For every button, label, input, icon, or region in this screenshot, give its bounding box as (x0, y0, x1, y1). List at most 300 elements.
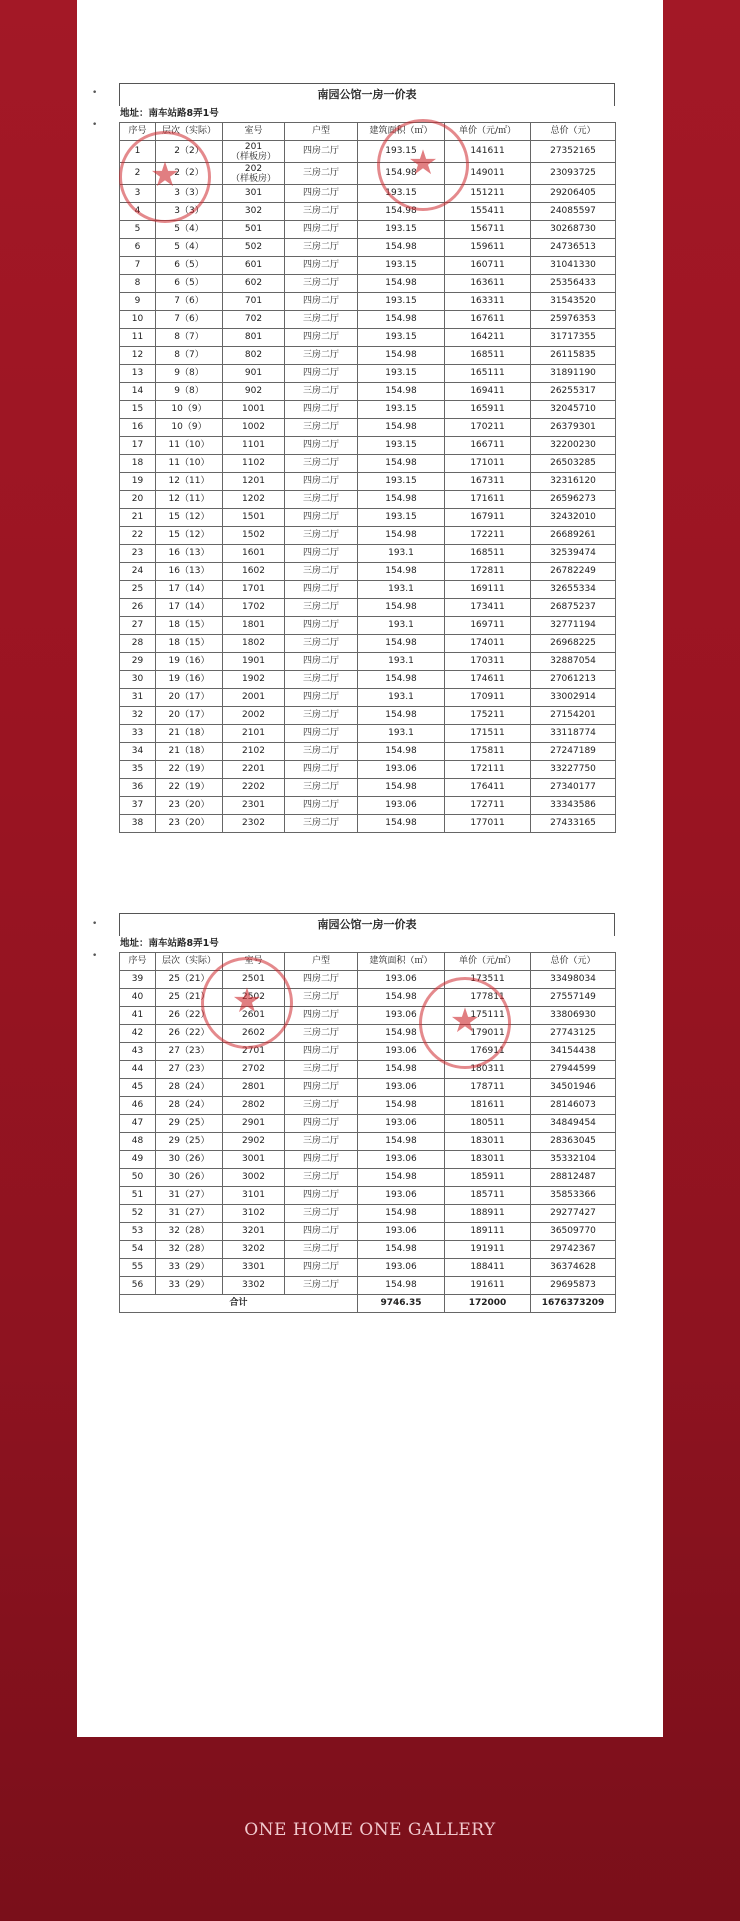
price-table (119, 952, 616, 1313)
table-row (120, 239, 616, 257)
table-cell: 1002 (223, 419, 285, 437)
table-row (120, 527, 616, 545)
table-cell: 26379301 (531, 419, 616, 437)
table-cell: 5 (120, 221, 156, 239)
table-cell: 601 (223, 257, 285, 275)
table-cell: 154.98 (358, 563, 445, 581)
table-cell: 三房二厅 (285, 743, 358, 761)
table-cell: 167611 (445, 311, 531, 329)
table-cell: 三房二厅 (285, 671, 358, 689)
table-cell: 27154201 (531, 707, 616, 725)
table-cell: 四房二厅 (285, 689, 358, 707)
table-cell: 141611 (445, 141, 531, 163)
table-cell: 四房二厅 (285, 257, 358, 275)
table-cell: 33806930 (531, 1007, 616, 1025)
table-cell: 193.06 (358, 1259, 445, 1277)
table-cell: 185711 (445, 1187, 531, 1205)
table-cell: 四房二厅 (285, 1079, 358, 1097)
table-cell: 154.98 (358, 239, 445, 257)
table-cell: 23（20） (156, 815, 223, 833)
table-cell: 174011 (445, 635, 531, 653)
sheet-address: 地址：南车站路8弄1号 (120, 938, 219, 949)
table-cell: 193.06 (358, 1079, 445, 1097)
table-cell: 三房二厅 (285, 563, 358, 581)
table-row (120, 707, 616, 725)
table-row (120, 1259, 616, 1277)
table-cell: 7（6） (156, 293, 223, 311)
table-cell: 1801 (223, 617, 285, 635)
table-cell: 191611 (445, 1277, 531, 1295)
table-cell: 10（9） (156, 419, 223, 437)
table-cell: 18（15） (156, 635, 223, 653)
footer-slogan: ONE HOME ONE GALLERY (244, 1820, 496, 1840)
table-cell: 2601 (223, 1007, 285, 1025)
table-row (120, 581, 616, 599)
table-cell: 26（22） (156, 1007, 223, 1025)
table-cell: 166711 (445, 437, 531, 455)
table-cell: 2102 (223, 743, 285, 761)
table-cell: 25 (120, 581, 156, 599)
table-cell: 23093725 (531, 163, 616, 185)
table-row (120, 599, 616, 617)
table-row (120, 725, 616, 743)
table-cell: 193.1 (358, 653, 445, 671)
table-cell: 29 (120, 653, 156, 671)
table-cell: 三房二厅 (285, 1277, 358, 1295)
table-cell: 27557149 (531, 989, 616, 1007)
table-row (120, 635, 616, 653)
table-cell: 三房二厅 (285, 1241, 358, 1259)
table-cell: 26596273 (531, 491, 616, 509)
table-row (120, 1151, 616, 1169)
table-cell: 174611 (445, 671, 531, 689)
table-cell: 193.1 (358, 545, 445, 563)
table-cell: 40 (120, 989, 156, 1007)
table-cell: 16 (120, 419, 156, 437)
table-cell: 167911 (445, 509, 531, 527)
column-header: 室号 (223, 123, 285, 141)
table-cell: 三房二厅 (285, 527, 358, 545)
table-cell: 3 (120, 185, 156, 203)
table-cell: 四房二厅 (285, 185, 358, 203)
table-cell: 8 (120, 275, 156, 293)
table-row (120, 1097, 616, 1115)
table-cell: 154.98 (358, 779, 445, 797)
table-cell: 11（10） (156, 437, 223, 455)
table-cell: 47 (120, 1115, 156, 1133)
table-cell: 188911 (445, 1205, 531, 1223)
table-cell: 四房二厅 (285, 473, 358, 491)
table-cell: 8（7） (156, 329, 223, 347)
table-cell: 35 (120, 761, 156, 779)
table-cell: 193.15 (358, 257, 445, 275)
column-header: 建筑面积（㎡） (358, 123, 445, 141)
table-cell: 154.98 (358, 1097, 445, 1115)
table-cell: 1102 (223, 455, 285, 473)
table-cell: 20（17） (156, 689, 223, 707)
table-cell: 31543520 (531, 293, 616, 311)
table-cell: 35332104 (531, 1151, 616, 1169)
table-cell: 3202 (223, 1241, 285, 1259)
table-cell: 169711 (445, 617, 531, 635)
table-cell: 172211 (445, 527, 531, 545)
table-cell: 173511 (445, 971, 531, 989)
table-cell: 32（28） (156, 1241, 223, 1259)
table-total-row (120, 1295, 616, 1313)
table-cell: 2902 (223, 1133, 285, 1151)
table-cell: 30 (120, 671, 156, 689)
table-row (120, 329, 616, 347)
table-cell: 17（14） (156, 581, 223, 599)
table-cell: 三房二厅 (285, 311, 358, 329)
table-cell: 193.1 (358, 581, 445, 599)
table-cell: 176911 (445, 1043, 531, 1061)
table-cell: 四房二厅 (285, 509, 358, 527)
table-cell: 149011 (445, 163, 531, 185)
table-row (120, 455, 616, 473)
table-cell: 193.15 (358, 293, 445, 311)
table-cell: 三房二厅 (285, 347, 358, 365)
table-row (120, 1043, 616, 1061)
table-cell: 14 (120, 383, 156, 401)
table-cell: 193.1 (358, 725, 445, 743)
table-cell: 151211 (445, 185, 531, 203)
table-cell: 32045710 (531, 401, 616, 419)
price-table (119, 122, 616, 833)
table-cell: 5（4） (156, 221, 223, 239)
table-cell: 26689261 (531, 527, 616, 545)
table-cell: 28（24） (156, 1097, 223, 1115)
table-cell: 13 (120, 365, 156, 383)
table-cell: 1202 (223, 491, 285, 509)
table-cell: 56 (120, 1277, 156, 1295)
table-cell: 2901 (223, 1115, 285, 1133)
table-row (120, 347, 616, 365)
table-cell: 29（25） (156, 1115, 223, 1133)
table-cell: 1201 (223, 473, 285, 491)
table-cell: 902 (223, 383, 285, 401)
table-cell: 17 (120, 437, 156, 455)
table-cell: 177011 (445, 815, 531, 833)
table-cell: 175111 (445, 1007, 531, 1025)
table-row (120, 203, 616, 221)
table-row (120, 689, 616, 707)
table-cell: 154.98 (358, 163, 445, 185)
table-cell: 26115835 (531, 347, 616, 365)
table-cell: 1501 (223, 509, 285, 527)
table-row (120, 545, 616, 563)
table-row (120, 743, 616, 761)
table-cell: 163611 (445, 275, 531, 293)
table-cell: 193.15 (358, 141, 445, 163)
table-cell: 602 (223, 275, 285, 293)
table-cell: 24085597 (531, 203, 616, 221)
table-cell: 5（4） (156, 239, 223, 257)
table-cell: 154.98 (358, 311, 445, 329)
table-cell: 27247189 (531, 743, 616, 761)
table-row (120, 1187, 616, 1205)
table-cell: 154.98 (358, 347, 445, 365)
table-cell: 202 （样板房） (223, 163, 285, 185)
table-cell: 2802 (223, 1097, 285, 1115)
table-cell: 155411 (445, 203, 531, 221)
table-cell: 179011 (445, 1025, 531, 1043)
table-cell: 21 (120, 509, 156, 527)
table-cell: 177811 (445, 989, 531, 1007)
table-row (120, 365, 616, 383)
table-cell: 165911 (445, 401, 531, 419)
table-row (120, 185, 616, 203)
table-row (120, 401, 616, 419)
table-cell: 22 (120, 527, 156, 545)
price-sheet-2 (92, 913, 615, 1313)
table-cell: 9 (120, 293, 156, 311)
table-cell: 三房二厅 (285, 989, 358, 1007)
table-cell: 1902 (223, 671, 285, 689)
table-cell: 171011 (445, 455, 531, 473)
table-cell: 17（14） (156, 599, 223, 617)
table-cell: 28 (120, 635, 156, 653)
table-cell: 1701 (223, 581, 285, 599)
table-cell: 2502 (223, 989, 285, 1007)
table-cell: 34849454 (531, 1115, 616, 1133)
table-cell: 193.15 (358, 365, 445, 383)
table-row (120, 437, 616, 455)
column-header: 户型 (285, 953, 358, 971)
table-cell: 301 (223, 185, 285, 203)
table-cell: 31 (120, 689, 156, 707)
table-cell: 三房二厅 (285, 419, 358, 437)
table-cell: 154.98 (358, 527, 445, 545)
table-cell: 170211 (445, 419, 531, 437)
table-cell: 26（22） (156, 1025, 223, 1043)
table-cell: 193.06 (358, 1187, 445, 1205)
table-cell: 32200230 (531, 437, 616, 455)
table-cell: 四房二厅 (285, 797, 358, 815)
table-cell: 34 (120, 743, 156, 761)
table-cell: 51 (120, 1187, 156, 1205)
table-cell: 193.1 (358, 617, 445, 635)
table-cell: 32316120 (531, 473, 616, 491)
table-cell: 501 (223, 221, 285, 239)
table-cell: 53 (120, 1223, 156, 1241)
table-cell: 29695873 (531, 1277, 616, 1295)
table-cell: 三房二厅 (285, 635, 358, 653)
table-cell: 27（23） (156, 1043, 223, 1061)
table-cell: 154.98 (358, 743, 445, 761)
table-cell: 4 (120, 203, 156, 221)
table-cell: 11 (120, 329, 156, 347)
table-cell: 193.06 (358, 1043, 445, 1061)
table-cell: 193.06 (358, 1007, 445, 1025)
table-cell: 四房二厅 (285, 725, 358, 743)
table-cell: 31891190 (531, 365, 616, 383)
table-cell: 172711 (445, 797, 531, 815)
table-row (120, 163, 616, 185)
table-cell: 183011 (445, 1133, 531, 1151)
column-header: 序号 (120, 123, 156, 141)
table-cell: 16（13） (156, 563, 223, 581)
table-row (120, 1079, 616, 1097)
table-cell: 154.98 (358, 1133, 445, 1151)
table-cell: 26255317 (531, 383, 616, 401)
table-row (120, 1241, 616, 1259)
table-cell: 15 (120, 401, 156, 419)
table-cell: 1702 (223, 599, 285, 617)
table-cell: 36509770 (531, 1223, 616, 1241)
table-row (120, 275, 616, 293)
table-cell: 26875237 (531, 599, 616, 617)
table-cell: 33343586 (531, 797, 616, 815)
table-cell: 169411 (445, 383, 531, 401)
table-cell: 三房二厅 (285, 1025, 358, 1043)
table-cell: 34501946 (531, 1079, 616, 1097)
table-cell: 50 (120, 1169, 156, 1187)
table-cell: 27061213 (531, 671, 616, 689)
table-row (120, 761, 616, 779)
table-cell: 18（15） (156, 617, 223, 635)
table-cell: 193.15 (358, 221, 445, 239)
table-cell: 3（3） (156, 185, 223, 203)
table-cell: 25356433 (531, 275, 616, 293)
table-row (120, 563, 616, 581)
table-cell: 38 (120, 815, 156, 833)
table-row (120, 491, 616, 509)
table-cell: 三房二厅 (285, 1061, 358, 1079)
table-cell: 33 (120, 725, 156, 743)
table-cell: 四房二厅 (285, 1007, 358, 1025)
table-row (120, 1007, 616, 1025)
table-cell: 四房二厅 (285, 545, 358, 563)
table-cell: 三房二厅 (285, 1169, 358, 1187)
table-cell: 31（27） (156, 1187, 223, 1205)
table-cell: 34154438 (531, 1043, 616, 1061)
table-cell: 193.06 (358, 971, 445, 989)
table-cell: 29（25） (156, 1133, 223, 1151)
table-cell: 154.98 (358, 419, 445, 437)
table-row (120, 1133, 616, 1151)
table-cell: 15（12） (156, 527, 223, 545)
table-cell: 37 (120, 797, 156, 815)
table-cell: 29742367 (531, 1241, 616, 1259)
table-cell: 55 (120, 1259, 156, 1277)
table-cell: 32 (120, 707, 156, 725)
table-cell: 7（6） (156, 311, 223, 329)
table-cell: 185911 (445, 1169, 531, 1187)
table-cell: 四房二厅 (285, 293, 358, 311)
table-row (120, 311, 616, 329)
table-cell: 2002 (223, 707, 285, 725)
table-cell: 181611 (445, 1097, 531, 1115)
table-cell: 21（18） (156, 743, 223, 761)
table-cell: 154.98 (358, 1277, 445, 1295)
table-row (120, 383, 616, 401)
table-cell: 193.15 (358, 401, 445, 419)
table-cell: 31（27） (156, 1205, 223, 1223)
table-cell: 三房二厅 (285, 203, 358, 221)
table-cell: 27433165 (531, 815, 616, 833)
table-row (120, 617, 616, 635)
table-cell: 三房二厅 (285, 707, 358, 725)
table-row (120, 1169, 616, 1187)
table-cell: 193.15 (358, 473, 445, 491)
table-row (120, 141, 616, 163)
table-cell: 54 (120, 1241, 156, 1259)
table-cell: 193.06 (358, 1115, 445, 1133)
table-cell: 22（19） (156, 761, 223, 779)
sheet-address: 地址：南车站路8弄1号 (120, 108, 219, 119)
table-cell: 31717355 (531, 329, 616, 347)
table-cell: 三房二厅 (285, 491, 358, 509)
table-cell: 24 (120, 563, 156, 581)
table-cell: 三房二厅 (285, 1205, 358, 1223)
table-cell: 2301 (223, 797, 285, 815)
table-cell: 四房二厅 (285, 221, 358, 239)
table-cell: 43 (120, 1043, 156, 1061)
table-row (120, 797, 616, 815)
table-cell: 2602 (223, 1025, 285, 1043)
table-cell: 171611 (445, 491, 531, 509)
table-row (120, 221, 616, 239)
table-cell: 36 (120, 779, 156, 797)
table-cell: 1101 (223, 437, 285, 455)
table-row (120, 257, 616, 275)
table-cell: 154.98 (358, 203, 445, 221)
table-cell: 19（16） (156, 653, 223, 671)
table-cell: 6（5） (156, 275, 223, 293)
table-cell: 191911 (445, 1241, 531, 1259)
table-cell: 1802 (223, 635, 285, 653)
table-cell: 6 (120, 239, 156, 257)
table-cell: 四房二厅 (285, 365, 358, 383)
table-cell: 25（21） (156, 989, 223, 1007)
table-cell: 30268730 (531, 221, 616, 239)
table-cell: 32432010 (531, 509, 616, 527)
table-cell: 三房二厅 (285, 239, 358, 257)
table-header-row (120, 953, 616, 971)
table-cell: 3（3） (156, 203, 223, 221)
table-cell: 193.06 (358, 797, 445, 815)
table-cell: 32655334 (531, 581, 616, 599)
table-cell: 163311 (445, 293, 531, 311)
table-cell: 193.15 (358, 437, 445, 455)
table-cell: 24736513 (531, 239, 616, 257)
table-row (120, 1223, 616, 1241)
table-cell: 三房二厅 (285, 779, 358, 797)
table-cell: 四房二厅 (285, 141, 358, 163)
table-cell: 160711 (445, 257, 531, 275)
table-cell: 193.06 (358, 761, 445, 779)
table-cell: 四房二厅 (285, 761, 358, 779)
table-cell: 28146073 (531, 1097, 616, 1115)
table-cell: 三房二厅 (285, 275, 358, 293)
table-cell: 四房二厅 (285, 1187, 358, 1205)
table-cell: 27944599 (531, 1061, 616, 1079)
table-row (120, 473, 616, 491)
total-label: 合计 (120, 1295, 358, 1313)
table-cell: 802 (223, 347, 285, 365)
table-cell: 33（29） (156, 1277, 223, 1295)
table-cell: 180511 (445, 1115, 531, 1133)
table-cell: 154.98 (358, 1169, 445, 1187)
table-cell: 193.15 (358, 509, 445, 527)
table-row (120, 653, 616, 671)
table-cell: 6（5） (156, 257, 223, 275)
table-cell: 20（17） (156, 707, 223, 725)
table-cell: 2202 (223, 779, 285, 797)
table-cell: 45 (120, 1079, 156, 1097)
table-cell: 193.1 (358, 689, 445, 707)
